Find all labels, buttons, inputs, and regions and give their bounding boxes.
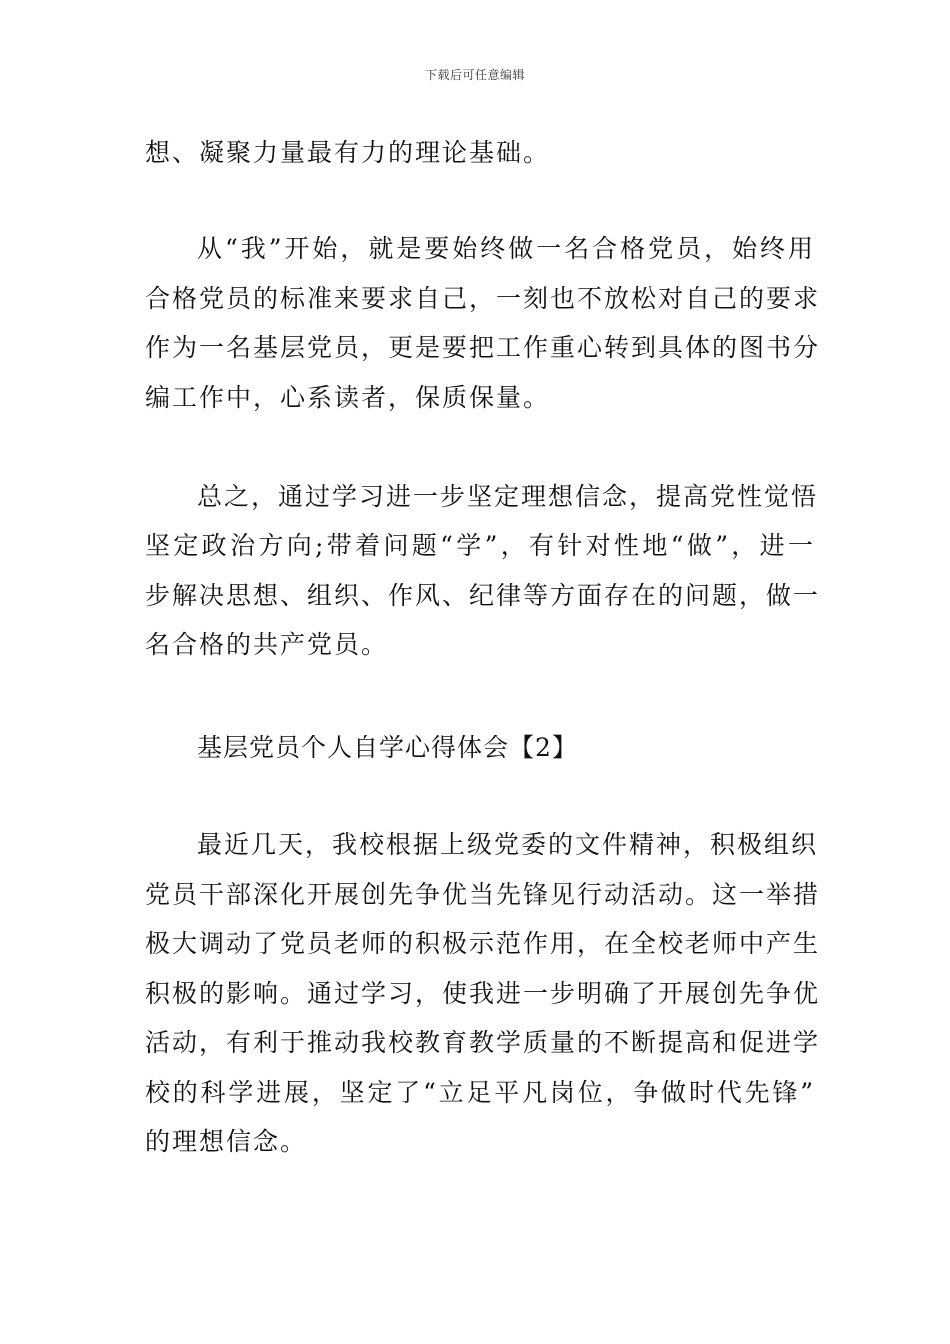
paragraph-line: 活动，有利于推动我校教育教学质量的不断提高和促进学 bbox=[145, 1028, 821, 1057]
page-header-note: 下载后可任意编辑 bbox=[424, 68, 525, 82]
section-heading: 基层党员个人自学心得体会【2】 bbox=[197, 733, 578, 762]
paragraph-line: 总之，通过学习进一步坚定理想信念，提高党性觉悟 bbox=[197, 482, 819, 511]
paragraph-line: 编工作中，心系读者，保质保量。 bbox=[145, 383, 551, 412]
paragraph-line: 步解决思想、组织、作风、纪律等方面存在的问题，做一 bbox=[145, 581, 821, 610]
paragraph-line: 坚定政治方向;带着问题“学”，有针对性地“做”，进一 bbox=[145, 531, 815, 560]
paragraph-line: 从“我”开始，就是要始终做一名合格党员，始终用 bbox=[197, 234, 815, 263]
paragraph-line: 极大调动了党员老师的积极示范作用，在全校老师中产生 bbox=[145, 929, 821, 958]
paragraph-line: 最近几天，我校根据上级党委的文件精神，积极组织 bbox=[197, 830, 819, 859]
paragraph-line: 合格党员的标准来要求自己，一刻也不放松对自己的要求 bbox=[145, 284, 821, 313]
paragraph-line: 名合格的共产党员。 bbox=[145, 630, 389, 659]
paragraph-line: 的理想信念。 bbox=[145, 1127, 308, 1156]
paragraph-line: 积极的影响。通过学习，使我进一步明确了开展创先争优 bbox=[145, 979, 821, 1008]
paragraph-line: 作为一名基层党员，更是要把工作重心转到具体的图书分 bbox=[145, 333, 821, 362]
paragraph-line: 校的科学进展，坚定了“立足平凡岗位，争做时代先锋” bbox=[145, 1078, 815, 1107]
paragraph-line: 党员干部深化开展创先争优当先锋见行动活动。这一举措 bbox=[145, 880, 821, 909]
paragraph-line: 想、凝聚力量最有力的理论基础。 bbox=[145, 138, 551, 167]
